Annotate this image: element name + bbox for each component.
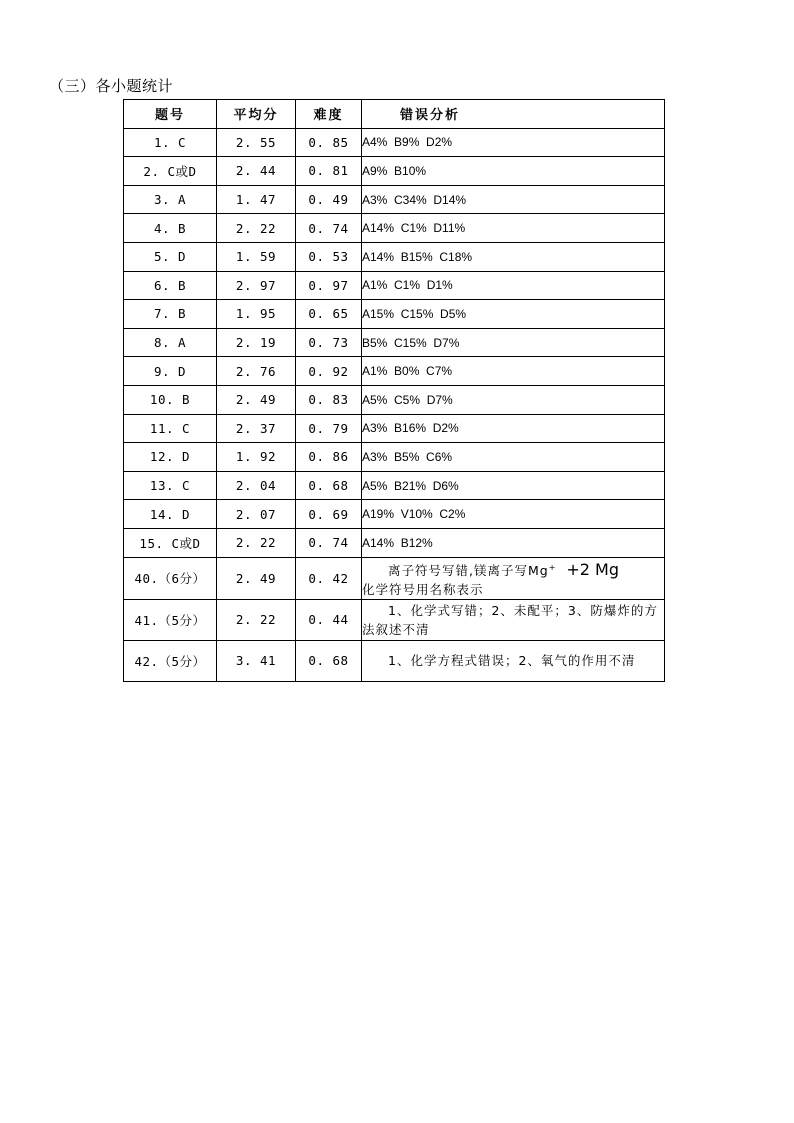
difficulty: 0. 53	[296, 242, 362, 271]
error-analysis: A5% B21% D6%	[362, 471, 665, 500]
difficulty: 0. 44	[296, 599, 362, 640]
table-row	[124, 214, 665, 243]
header-difficulty: 难度	[296, 100, 362, 129]
average-score: 3. 41	[217, 640, 296, 681]
error-analysis: B5% C15% D7%	[362, 328, 665, 357]
error-analysis: A14% B12%	[362, 528, 665, 557]
header-question-number: 题号	[124, 100, 217, 129]
table-header-row	[124, 100, 665, 129]
difficulty: 0. 68	[296, 640, 362, 681]
error-analysis-formula: +2 Mg	[566, 559, 619, 579]
table-row	[124, 599, 665, 640]
question-number: 12. D	[124, 443, 217, 472]
difficulty: 0. 74	[296, 214, 362, 243]
difficulty: 0. 68	[296, 471, 362, 500]
question-number: 8. A	[124, 328, 217, 357]
table-row	[124, 385, 665, 414]
ion-charge: +	[548, 562, 557, 572]
table-body	[124, 128, 665, 557]
item-statistics-table	[123, 99, 665, 682]
average-score: 2. 76	[217, 357, 296, 386]
table-row	[124, 328, 665, 357]
question-number: 6. B	[124, 271, 217, 300]
table-row	[124, 357, 665, 386]
error-analysis: A4% B9% D2%	[362, 128, 665, 157]
question-number: 40.（6分）	[124, 557, 217, 599]
difficulty: 0. 81	[296, 157, 362, 186]
error-analysis: A5% C5% D7%	[362, 385, 665, 414]
question-number: 42.（5分）	[124, 640, 217, 681]
question-number: 5. D	[124, 242, 217, 271]
error-analysis	[362, 557, 665, 599]
difficulty: 0. 65	[296, 300, 362, 329]
question-number: 14. D	[124, 500, 217, 529]
error-analysis: A3% B16% D2%	[362, 414, 665, 443]
difficulty: 0. 69	[296, 500, 362, 529]
table-row	[124, 157, 665, 186]
average-score: 2. 07	[217, 500, 296, 529]
error-analysis-text-2: 化学符号用名称表示	[362, 581, 484, 597]
difficulty: 0. 42	[296, 557, 362, 599]
average-score: 1. 92	[217, 443, 296, 472]
question-number: 3. A	[124, 185, 217, 214]
table-body-long	[124, 557, 665, 681]
average-score: 2. 22	[217, 599, 296, 640]
average-score: 1. 59	[217, 242, 296, 271]
section-title: （三）各小题统计	[49, 77, 174, 95]
error-analysis: A19% V10% C2%	[362, 500, 665, 529]
table-row	[124, 500, 665, 529]
error-analysis: A3% C34% D14%	[362, 185, 665, 214]
difficulty: 0. 86	[296, 443, 362, 472]
error-analysis: A9% B10%	[362, 157, 665, 186]
question-number: 4. B	[124, 214, 217, 243]
question-number: 1. C	[124, 128, 217, 157]
average-score: 2. 04	[217, 471, 296, 500]
error-analysis-text-1: 离子符号写错,镁离子写Mg	[388, 562, 549, 578]
average-score: 1. 95	[217, 300, 296, 329]
average-score: 2. 49	[217, 557, 296, 599]
table-row	[124, 128, 665, 157]
question-number: 11. C	[124, 414, 217, 443]
table-row	[124, 443, 665, 472]
error-analysis	[362, 599, 665, 640]
difficulty: 0. 85	[296, 128, 362, 157]
difficulty: 0. 83	[296, 385, 362, 414]
average-score: 2. 19	[217, 328, 296, 357]
error-analysis-text: 1、化学式写错；2、未配平；3、防爆炸的方法叙述不清	[362, 602, 658, 637]
table-row	[124, 271, 665, 300]
error-analysis: A3% B5% C6%	[362, 443, 665, 472]
table-row	[124, 640, 665, 681]
error-analysis: A15% C15% D5%	[362, 300, 665, 329]
average-score: 2. 37	[217, 414, 296, 443]
question-number: 13. C	[124, 471, 217, 500]
table-row	[124, 557, 665, 599]
error-analysis: A14% B15% C18%	[362, 242, 665, 271]
difficulty: 0. 49	[296, 185, 362, 214]
table-row	[124, 471, 665, 500]
difficulty: 0. 74	[296, 528, 362, 557]
difficulty: 0. 73	[296, 328, 362, 357]
difficulty: 0. 92	[296, 357, 362, 386]
error-analysis: A1% C1% D1%	[362, 271, 665, 300]
average-score: 2. 22	[217, 528, 296, 557]
question-number: 15. C或D	[124, 528, 217, 557]
error-analysis: A1% B0% C7%	[362, 357, 665, 386]
difficulty: 0. 97	[296, 271, 362, 300]
average-score: 2. 55	[217, 128, 296, 157]
table-row	[124, 528, 665, 557]
error-analysis	[362, 640, 665, 681]
average-score: 2. 44	[217, 157, 296, 186]
table-row	[124, 300, 665, 329]
header-error-analysis: 错误分析	[362, 100, 665, 129]
question-number: 9. D	[124, 357, 217, 386]
difficulty: 0. 79	[296, 414, 362, 443]
average-score: 1. 47	[217, 185, 296, 214]
table-row	[124, 414, 665, 443]
question-number: 10. B	[124, 385, 217, 414]
average-score: 2. 49	[217, 385, 296, 414]
error-analysis: A14% C1% D11%	[362, 214, 665, 243]
question-number: 41.（5分）	[124, 599, 217, 640]
error-analysis-text: 1、化学方程式错误；2、氧气的作用不清	[388, 653, 636, 669]
average-score: 2. 97	[217, 271, 296, 300]
question-number: 2. C或D	[124, 157, 217, 186]
table-row	[124, 185, 665, 214]
table-row	[124, 242, 665, 271]
question-number: 7. B	[124, 300, 217, 329]
header-average-score: 平均分	[217, 100, 296, 129]
average-score: 2. 22	[217, 214, 296, 243]
